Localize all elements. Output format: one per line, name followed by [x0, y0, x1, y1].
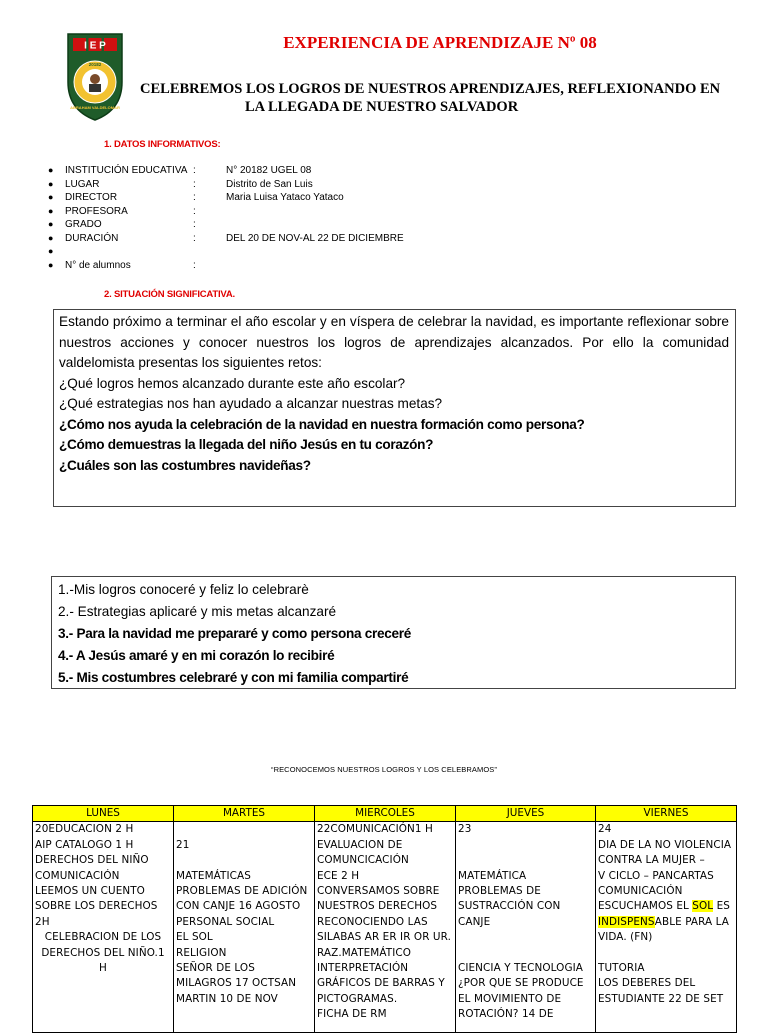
weekly-schedule-table	[32, 805, 737, 1033]
goal-line: 5.- Mis costumbres celebraré y con mi familia compartiré	[58, 670, 409, 685]
cell-line: CANJE	[458, 915, 491, 928]
info-value: N° 20182 UGEL 08	[226, 165, 312, 176]
cell-line: LEEMOS UN CUENTO	[35, 885, 145, 898]
info-colon: :	[193, 165, 196, 176]
info-row	[48, 232, 748, 246]
section-heading-situacion: 2. SITUACIÓN SIGNIFICATIVA.	[104, 289, 235, 300]
info-colon: :	[193, 219, 196, 230]
cell-line: FICHA DE RM	[317, 1008, 387, 1021]
cell-miercoles	[315, 822, 456, 1033]
cell-line: AIP CATALOGO 1 H	[35, 838, 134, 851]
cell-jueves	[456, 822, 596, 1033]
situation-question: ¿Qué logros hemos alcanzado durante este año escolar?	[59, 375, 406, 391]
cell-line: SOBRE LOS DERECHOS	[35, 900, 158, 913]
subtitle-line-2: LA LLEGADA DE NUESTRO SALVADOR	[245, 99, 519, 115]
cell-line: CELEBRACION DE LOS	[44, 931, 162, 944]
cell-line: 23	[458, 823, 472, 836]
cell-line: PROBLEMAS DE ADICIÓN	[176, 885, 308, 898]
goal-line: 1.-Mis logros conoceré y feliz lo celebrarè	[58, 582, 309, 597]
cell-line: DERECHOS DEL NIÑO	[35, 854, 149, 867]
info-label: INSTITUCIÓN EDUCATIVA	[65, 165, 188, 176]
cell-line	[458, 946, 593, 961]
cell-line: COMUNCICACIÓN	[317, 854, 409, 867]
cell-line	[176, 822, 312, 837]
day-header: LUNES	[33, 806, 174, 822]
cell-line: MATEMÁTICAS	[176, 869, 251, 882]
cell-line: RELIGION	[176, 946, 227, 959]
cell-line: 24	[598, 823, 612, 836]
cell-line: ROTACIÓN? 14 DE	[458, 1008, 554, 1021]
cell-line: CIENCIA Y TECNOLOGIA	[458, 962, 583, 975]
cell-line: SILABAS AR ER IR OR UR.	[317, 931, 451, 944]
cell-line: CONTRA LA MUJER –	[598, 854, 705, 867]
situation-question: ¿Cómo demuestras la llegada del niño Jesús en tu corazón?	[59, 437, 434, 452]
bullet: ●	[48, 232, 54, 243]
info-row	[48, 205, 748, 219]
info-row	[48, 191, 748, 205]
cell-line	[598, 899, 734, 914]
info-value	[226, 259, 748, 273]
day-header: JUEVES	[456, 806, 596, 822]
info-colon: :	[193, 178, 196, 190]
cell-line	[458, 930, 593, 945]
cell-line: RAZ.MATEMÁTICO	[317, 946, 412, 959]
cell-line: RECONOCIENDO LAS	[317, 915, 428, 928]
cell-line: ESTUDIANTE 22 DE SET	[598, 992, 724, 1005]
cell-line: DERECHOS DEL NIÑO.1	[41, 946, 165, 959]
cell-line: 2H	[35, 915, 50, 928]
highlighted-text: INDISPENS	[598, 915, 655, 928]
info-label: LUGAR	[65, 178, 100, 190]
goals-box	[51, 576, 736, 689]
info-colon	[193, 245, 226, 259]
info-list	[48, 164, 748, 272]
cell-line: GRÁFICOS DE BARRAS Y	[317, 977, 445, 990]
logo-letters: I E P	[84, 40, 106, 52]
section-heading-datos: 1. DATOS INFORMATIVOS:	[104, 139, 221, 150]
goal-line: 2.- Estrategias aplicaré y mis metas alcanzaré	[58, 604, 337, 619]
day-header: MARTES	[174, 806, 315, 822]
info-row	[48, 245, 748, 259]
goal-line: 3.- Para la navidad me prepararé y como persona creceré	[58, 626, 411, 641]
cell-viernes	[596, 822, 737, 1033]
cell-line: MILAGROS 17 OCTSAN	[176, 977, 297, 990]
cell-line: ¿POR QUE SE PRODUCE	[458, 977, 584, 990]
cell-line: CON CANJE 16 AGOSTO	[176, 900, 301, 913]
cell-line: H	[99, 962, 107, 975]
bullet: ●	[48, 178, 54, 189]
situation-box	[53, 309, 736, 507]
cell-line: VIDA. (FN)	[598, 931, 653, 944]
cell-line: 21	[176, 838, 190, 851]
info-label: GRADO	[65, 219, 102, 230]
schedule-header-row	[33, 806, 737, 822]
cell-line	[458, 853, 593, 868]
cell-line: TUTORIA	[598, 962, 645, 975]
info-value: DEL 20 DE NOV-AL 22 DE DICIEMBRE	[226, 232, 404, 244]
info-colon: :	[193, 259, 196, 271]
info-row	[48, 259, 748, 273]
cell-line: ECE 2 H	[317, 869, 360, 882]
cell-line: CONVERSAMOS SOBRE	[317, 885, 440, 898]
schedule-row	[33, 822, 737, 1033]
cell-line: INTERPRETACIÓN	[317, 962, 409, 975]
info-colon: :	[193, 192, 196, 203]
info-value	[226, 205, 748, 219]
cell-line: DIA DE LA NO VIOLENCIA	[598, 838, 732, 851]
text-run: ABLE PARA LA	[654, 915, 729, 928]
info-row	[48, 164, 748, 178]
text-run: ESCUCHAMOS EL	[598, 900, 693, 913]
logo-ring-text: ABRAHAM VALDELOMAR	[70, 105, 120, 110]
bullet: ●	[48, 165, 54, 175]
cell-line: PERSONAL SOCIAL	[176, 915, 275, 928]
bullet: ●	[48, 205, 54, 216]
cell-line: MATEMÁTICA	[458, 869, 527, 882]
cell-martes	[174, 822, 315, 1033]
highlighted-text: SOL	[692, 900, 714, 913]
cell-line: EVALUACION DE	[317, 838, 403, 851]
info-label: N° de alumnos	[65, 259, 131, 271]
subtitle-line-1: CELEBREMOS LOS LOGROS DE NUESTROS APRENDIZAJES, REFLEXIONANDO EN	[140, 81, 721, 97]
cell-line: COMUNICACIÓN	[598, 885, 683, 898]
text-run: ES	[713, 900, 730, 913]
school-logo	[64, 30, 126, 122]
bullet: ●	[48, 259, 54, 270]
cell-line: V CICLO – PANCARTAS	[598, 869, 714, 882]
cell-line	[598, 915, 734, 930]
cell-lunes	[33, 822, 174, 1033]
info-label	[65, 245, 193, 259]
cell-line: LOS DEBERES DEL	[598, 977, 696, 990]
day-header: MIERCOLES	[315, 806, 456, 822]
situation-paragraph: Estando próximo a terminar el año escolar y en víspera de celebrar la navidad, es importante reflexionar sobre nuestros acciones y conocer nuestros los logros de aprendizajes alcanzados. Por ello la comunidad valdelomista presentas los siguientes retos:	[59, 314, 729, 370]
cell-line: MARTIN 10 DE NOV	[176, 992, 278, 1005]
bullet: ●	[48, 192, 54, 202]
info-value: Distrito de San Luis	[226, 178, 313, 190]
cell-line: PICTOGRAMAS.	[317, 992, 398, 1005]
situation-question: ¿Cuáles son las costumbres navideñas?	[59, 457, 311, 473]
bullet: ●	[48, 246, 54, 256]
cell-line	[598, 946, 734, 961]
info-label: DIRECTOR	[65, 192, 118, 203]
document-subtitle	[140, 80, 740, 116]
cell-line: EL MOVIMIENTO DE	[458, 992, 562, 1005]
cell-line: EL SOL	[176, 931, 213, 944]
schedule-quote: “RECONOCEMOS NUESTROS LOGROS Y LOS CELEBRAMOS”	[270, 765, 498, 774]
info-row	[48, 218, 748, 232]
cell-line: NUESTROS DERECHOS	[317, 900, 438, 913]
info-label: PROFESORA	[65, 205, 128, 217]
info-value	[226, 245, 748, 259]
cell-line: PROBLEMAS DE	[458, 885, 541, 898]
info-colon: :	[193, 205, 196, 217]
info-label: DURACIÓN	[65, 232, 119, 244]
logo-number: 20182	[88, 62, 102, 67]
day-header: VIERNES	[596, 806, 737, 822]
info-row	[48, 178, 748, 192]
info-value: Maria Luisa Yataco Yataco	[226, 192, 344, 203]
situation-question: ¿Qué estrategias nos han ayudado a alcanzar nuestras metas?	[59, 396, 443, 411]
cell-line	[176, 853, 312, 868]
cell-line: SUSTRACCIÓN CON	[458, 900, 561, 913]
cell-line	[458, 838, 593, 853]
goal-line: 4.- A Jesús amaré y en mi corazón lo recibiré	[58, 648, 335, 663]
info-colon: :	[193, 232, 196, 244]
cell-line: SEÑOR DE LOS	[176, 962, 255, 975]
cell-line: 22COMUNICACIÓN1 H	[317, 823, 433, 836]
situation-question: ¿Cómo nos ayuda la celebración de la navidad en nuestra formación como persona?	[59, 416, 585, 432]
document-title: EXPERIENCIA DE APRENDIZAJE Nº 08	[283, 33, 597, 52]
cell-line: COMUNICACIÓN	[35, 869, 120, 882]
cell-line: 20EDUCACION 2 H	[35, 823, 134, 836]
bullet: ●	[48, 219, 54, 229]
info-value	[226, 218, 748, 232]
